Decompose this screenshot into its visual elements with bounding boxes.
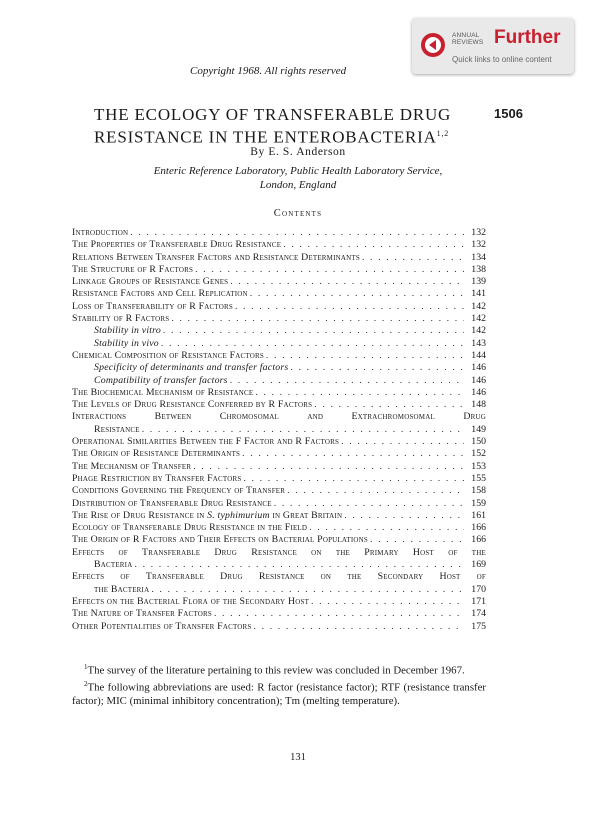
- toc-entry: [72, 387, 486, 399]
- toc-entry-page: 146: [471, 374, 486, 386]
- toc-word: Interactions: [72, 411, 127, 423]
- toc-entry-page: 170: [471, 583, 486, 595]
- toc-word: the: [335, 546, 351, 558]
- toc-entry-page: 144: [471, 349, 486, 361]
- toc-word: Drug: [220, 571, 243, 583]
- toc-entry-page: 166: [471, 522, 486, 534]
- footnote-2-text: The following abbreviations are used: R factor (resistance factor); RTF (resistance transfer factor); MIC (minimal inhibitory concentration); Tm (melting temperature).: [72, 681, 486, 708]
- toc-word: Transferable: [142, 546, 201, 558]
- toc-leader: [344, 510, 464, 522]
- toc-entry-page: 148: [471, 399, 486, 411]
- title-footnote-mark: 1,2: [436, 129, 450, 138]
- toc-entry: [72, 510, 486, 522]
- toc-leader: [255, 387, 464, 399]
- toc-word: on: [320, 571, 332, 583]
- toc-leader: [142, 424, 464, 436]
- toc-leader: [171, 313, 464, 325]
- toc-leader: [254, 621, 464, 633]
- footnote-2: [72, 678, 486, 709]
- toc-leader: [283, 239, 464, 251]
- toc-leader: [230, 276, 464, 288]
- toc-leader: [274, 498, 464, 510]
- toc-entry-page: 155: [471, 472, 486, 484]
- footnote-1-text: The survey of the literature pertaining to this review was concluded in December 1967.: [87, 664, 465, 677]
- toc-entry: [72, 498, 486, 510]
- toc-entry-title-post: in Great Britain: [269, 509, 343, 521]
- toc-entry-page: 150: [471, 436, 486, 448]
- toc-entry-title-cont: the Bacteria: [94, 583, 150, 595]
- toc-entry: [72, 325, 486, 337]
- toc-entry: [72, 239, 486, 251]
- toc-entry-page: 171: [471, 595, 486, 607]
- toc-entry: [72, 227, 486, 239]
- toc-entry: [72, 301, 486, 313]
- toc-entry-title-cont: Bacteria: [94, 559, 133, 571]
- toc-leader: [311, 596, 464, 608]
- toc-entry-title: Phage Restriction by Transfer Factors: [72, 472, 242, 484]
- toc-entry-page: 139: [471, 276, 486, 288]
- toc-entry-title: Stability in vivo: [94, 337, 159, 349]
- annual-reviews-logo-icon: [420, 32, 446, 58]
- toc-leader: [243, 473, 464, 485]
- toc-entry-title: The Mechanism of Transfer: [72, 460, 192, 472]
- toc-word: Host: [439, 571, 461, 583]
- toc-word: of: [448, 546, 458, 558]
- toc-entry-title-pre: The Rise of Drug Resistance in: [72, 509, 208, 521]
- toc-word: Drug: [214, 546, 238, 558]
- toc-entry-title: Specificity of determinants and transfer factors: [94, 362, 289, 374]
- toc-entry: [72, 473, 486, 485]
- title-line-1: THE ECOLOGY OF TRANSFERABLE DRUG: [94, 105, 452, 124]
- table-of-contents: [72, 227, 486, 633]
- toc-entry-title: Distribution of Transferable Drug Resistance: [72, 497, 272, 509]
- toc-entry: [72, 338, 486, 350]
- toc-leader: [235, 301, 464, 313]
- toc-entry: [72, 534, 486, 546]
- toc-entry-page: 175: [471, 620, 486, 632]
- toc-entry-title: Loss of Transferability of R Factors: [72, 300, 233, 312]
- toc-word: Effects: [72, 571, 105, 583]
- toc-entry-title: Compatibility of transfer factors: [94, 374, 228, 386]
- title-line-2: [94, 124, 474, 147]
- article-title: [94, 105, 474, 147]
- toc-word: Resistance: [251, 546, 297, 558]
- toc-entry: [72, 313, 486, 325]
- toc-entry-title: The Origin of R Factors and Their Effects on Bacterial Populations: [72, 534, 369, 546]
- toc-word: Resistance: [258, 571, 305, 583]
- toc-entry: [72, 276, 486, 288]
- toc-entry-title: The Properties of Transferable Drug Resistance: [72, 239, 282, 251]
- toc-entry: [72, 522, 486, 534]
- toc-entry: [72, 436, 486, 448]
- affiliation: [0, 164, 596, 192]
- toc-entry: [72, 485, 486, 497]
- toc-entry-first-line: [72, 411, 486, 423]
- toc-word: Extrachromosomal: [351, 411, 435, 423]
- toc-entry-page: 132: [471, 227, 486, 238]
- toc-entry: [72, 424, 486, 436]
- toc-word: and: [307, 411, 324, 423]
- toc-entry-page: 132: [471, 239, 486, 251]
- toc-entry-page: 142: [471, 300, 486, 312]
- toc-leader: [362, 252, 464, 264]
- toc-entry-page: 149: [471, 423, 486, 435]
- toc-entry-title: Conditions Governing the Frequency of Transfer: [72, 485, 286, 497]
- toc-word: Host: [412, 546, 434, 558]
- toc-entry: [72, 399, 486, 411]
- toc-entry-page: 158: [471, 485, 486, 497]
- toc-leader: [250, 288, 464, 300]
- toc-leader: [163, 325, 464, 337]
- toc-entry-first-line: [72, 547, 486, 559]
- copyright-notice: Copyright 1968. All rights reserved: [190, 65, 347, 77]
- toc-entry: [72, 350, 486, 362]
- toc-entry: [72, 596, 486, 608]
- toc-entry-title-cont: Resistance: [94, 423, 140, 435]
- footnote-1-mark: 1: [84, 663, 88, 671]
- toc-entry-title: Resistance Factors and Cell Replication: [72, 288, 248, 300]
- toc-leader: [287, 485, 464, 497]
- toc-word: the: [471, 546, 486, 558]
- toc-entry-title: Chemical Composition of Resistance Factors: [72, 349, 264, 361]
- toc-entry-title: Operational Similarities Between the F Factor and R Factors: [72, 436, 340, 448]
- toc-entry-page: 142: [471, 313, 486, 325]
- quick-links-label: Quick links to online content: [452, 55, 552, 64]
- toc-entry: [72, 362, 486, 374]
- toc-leader: [314, 399, 464, 411]
- toc-word: Chromosomal: [219, 411, 279, 423]
- toc-entry: [72, 584, 486, 596]
- toc-word: Secondary: [377, 571, 424, 583]
- toc-entry-title: The Origin of Resistance Determinants: [72, 448, 241, 460]
- footnote-2-mark: 2: [84, 680, 88, 689]
- toc-leader: [161, 338, 464, 350]
- toc-entry-title: The Nature of Transfer Factors: [72, 608, 212, 620]
- toc-entry-title-italic: S. typhimurium: [207, 509, 270, 521]
- toc-entry-page: 174: [471, 608, 486, 620]
- toc-leader: [151, 584, 464, 596]
- title-line-2-text: RESISTANCE IN THE ENTEROBACTERIA: [94, 127, 437, 147]
- page-number: 131: [290, 752, 306, 763]
- toc-word: Effects: [72, 546, 105, 558]
- toc-entry-page: 153: [471, 460, 486, 472]
- toc-leader: [242, 448, 464, 460]
- toc-leader: [290, 362, 464, 374]
- toc-entry-page: 142: [471, 325, 486, 337]
- affiliation-line-1: Enteric Reference Laboratory, Public Health Laboratory Service,: [153, 165, 443, 177]
- toc-word: on: [311, 546, 322, 558]
- toc-leader: [134, 559, 464, 571]
- toc-leader: [266, 350, 464, 362]
- toc-entry: [72, 252, 486, 264]
- toc-leader: [309, 522, 464, 534]
- toc-entry-page: 138: [471, 263, 486, 275]
- toc-leader: [195, 264, 464, 276]
- toc-word: of: [118, 546, 128, 558]
- footnote-1: [72, 661, 486, 678]
- toc-entry: [72, 608, 486, 620]
- toc-entry-title: The Levels of Drug Resistance Conferred by R Factors: [72, 399, 313, 411]
- toc-entry-page: 152: [471, 448, 486, 460]
- toc-entry-title: Stability in vitro: [94, 325, 161, 337]
- toc-entry: [72, 288, 486, 300]
- toc-entry-page: 159: [471, 497, 486, 509]
- annual-reviews-wordmark: ANNUAL REVIEWS: [452, 32, 484, 46]
- toc-entry-title: Linkage Groups of Resistance Genes: [72, 276, 229, 288]
- toc-word: of: [120, 571, 130, 583]
- toc-entry-page: 143: [471, 337, 486, 349]
- toc-leader: [193, 461, 464, 473]
- toc-entry-title: Relations Between Transfer Factors and Resistance Determinants: [72, 251, 360, 263]
- toc-entry-page: 169: [471, 559, 486, 571]
- affiliation-line-2: London, England: [259, 179, 337, 191]
- toc-entry-title: Stability of R Factors: [72, 313, 170, 325]
- toc-entry-title: Effects on the Bacterial Flora of the Secondary Host: [72, 595, 310, 607]
- toc-leader: [214, 608, 464, 620]
- toc-entry-title: [72, 510, 342, 522]
- contents-heading: Contents: [273, 208, 323, 219]
- toc-leader: [341, 436, 464, 448]
- toc-leader: [230, 375, 464, 387]
- toc-entry-page: 161: [471, 509, 486, 521]
- toc-entry: [72, 264, 486, 276]
- toc-entry-page: 146: [471, 386, 486, 398]
- toc-word: Between: [154, 411, 192, 423]
- toc-entry-title: Other Potentialities of Transfer Factors: [72, 620, 252, 632]
- page-code: 1506: [494, 106, 523, 121]
- toc-word: of: [476, 571, 486, 583]
- toc-word: Transferable: [145, 571, 205, 583]
- toc-word: Primary: [364, 546, 399, 558]
- toc-entry: [72, 559, 486, 571]
- footnotes: [72, 661, 486, 709]
- toc-word: the: [347, 571, 362, 583]
- toc-leader: [370, 534, 464, 546]
- toc-entry-page: 146: [471, 362, 486, 374]
- further-badge[interactable]: [412, 18, 574, 74]
- toc-entry-title: The Structure of R Factors: [72, 263, 194, 275]
- toc-entry-page: 166: [471, 534, 486, 546]
- toc-entry-title: The Biochemical Mechanism of Resistance: [72, 386, 254, 398]
- toc-entry: [72, 621, 486, 633]
- toc-entry-title: Introduction: [72, 227, 129, 238]
- author: By E. S. Anderson: [250, 146, 346, 158]
- toc-word: Drug: [463, 411, 486, 423]
- toc-entry: [72, 461, 486, 473]
- toc-entry-page: 134: [471, 251, 486, 263]
- toc-entry-page: 141: [471, 288, 486, 300]
- toc-entry: [72, 375, 486, 387]
- further-label: Further: [494, 27, 561, 48]
- toc-leader: [130, 227, 464, 239]
- toc-entry-title: Ecology of Transferable Drug Resistance in the Field: [72, 522, 308, 534]
- toc-entry: [72, 448, 486, 460]
- toc-entry-first-line: [72, 571, 486, 583]
